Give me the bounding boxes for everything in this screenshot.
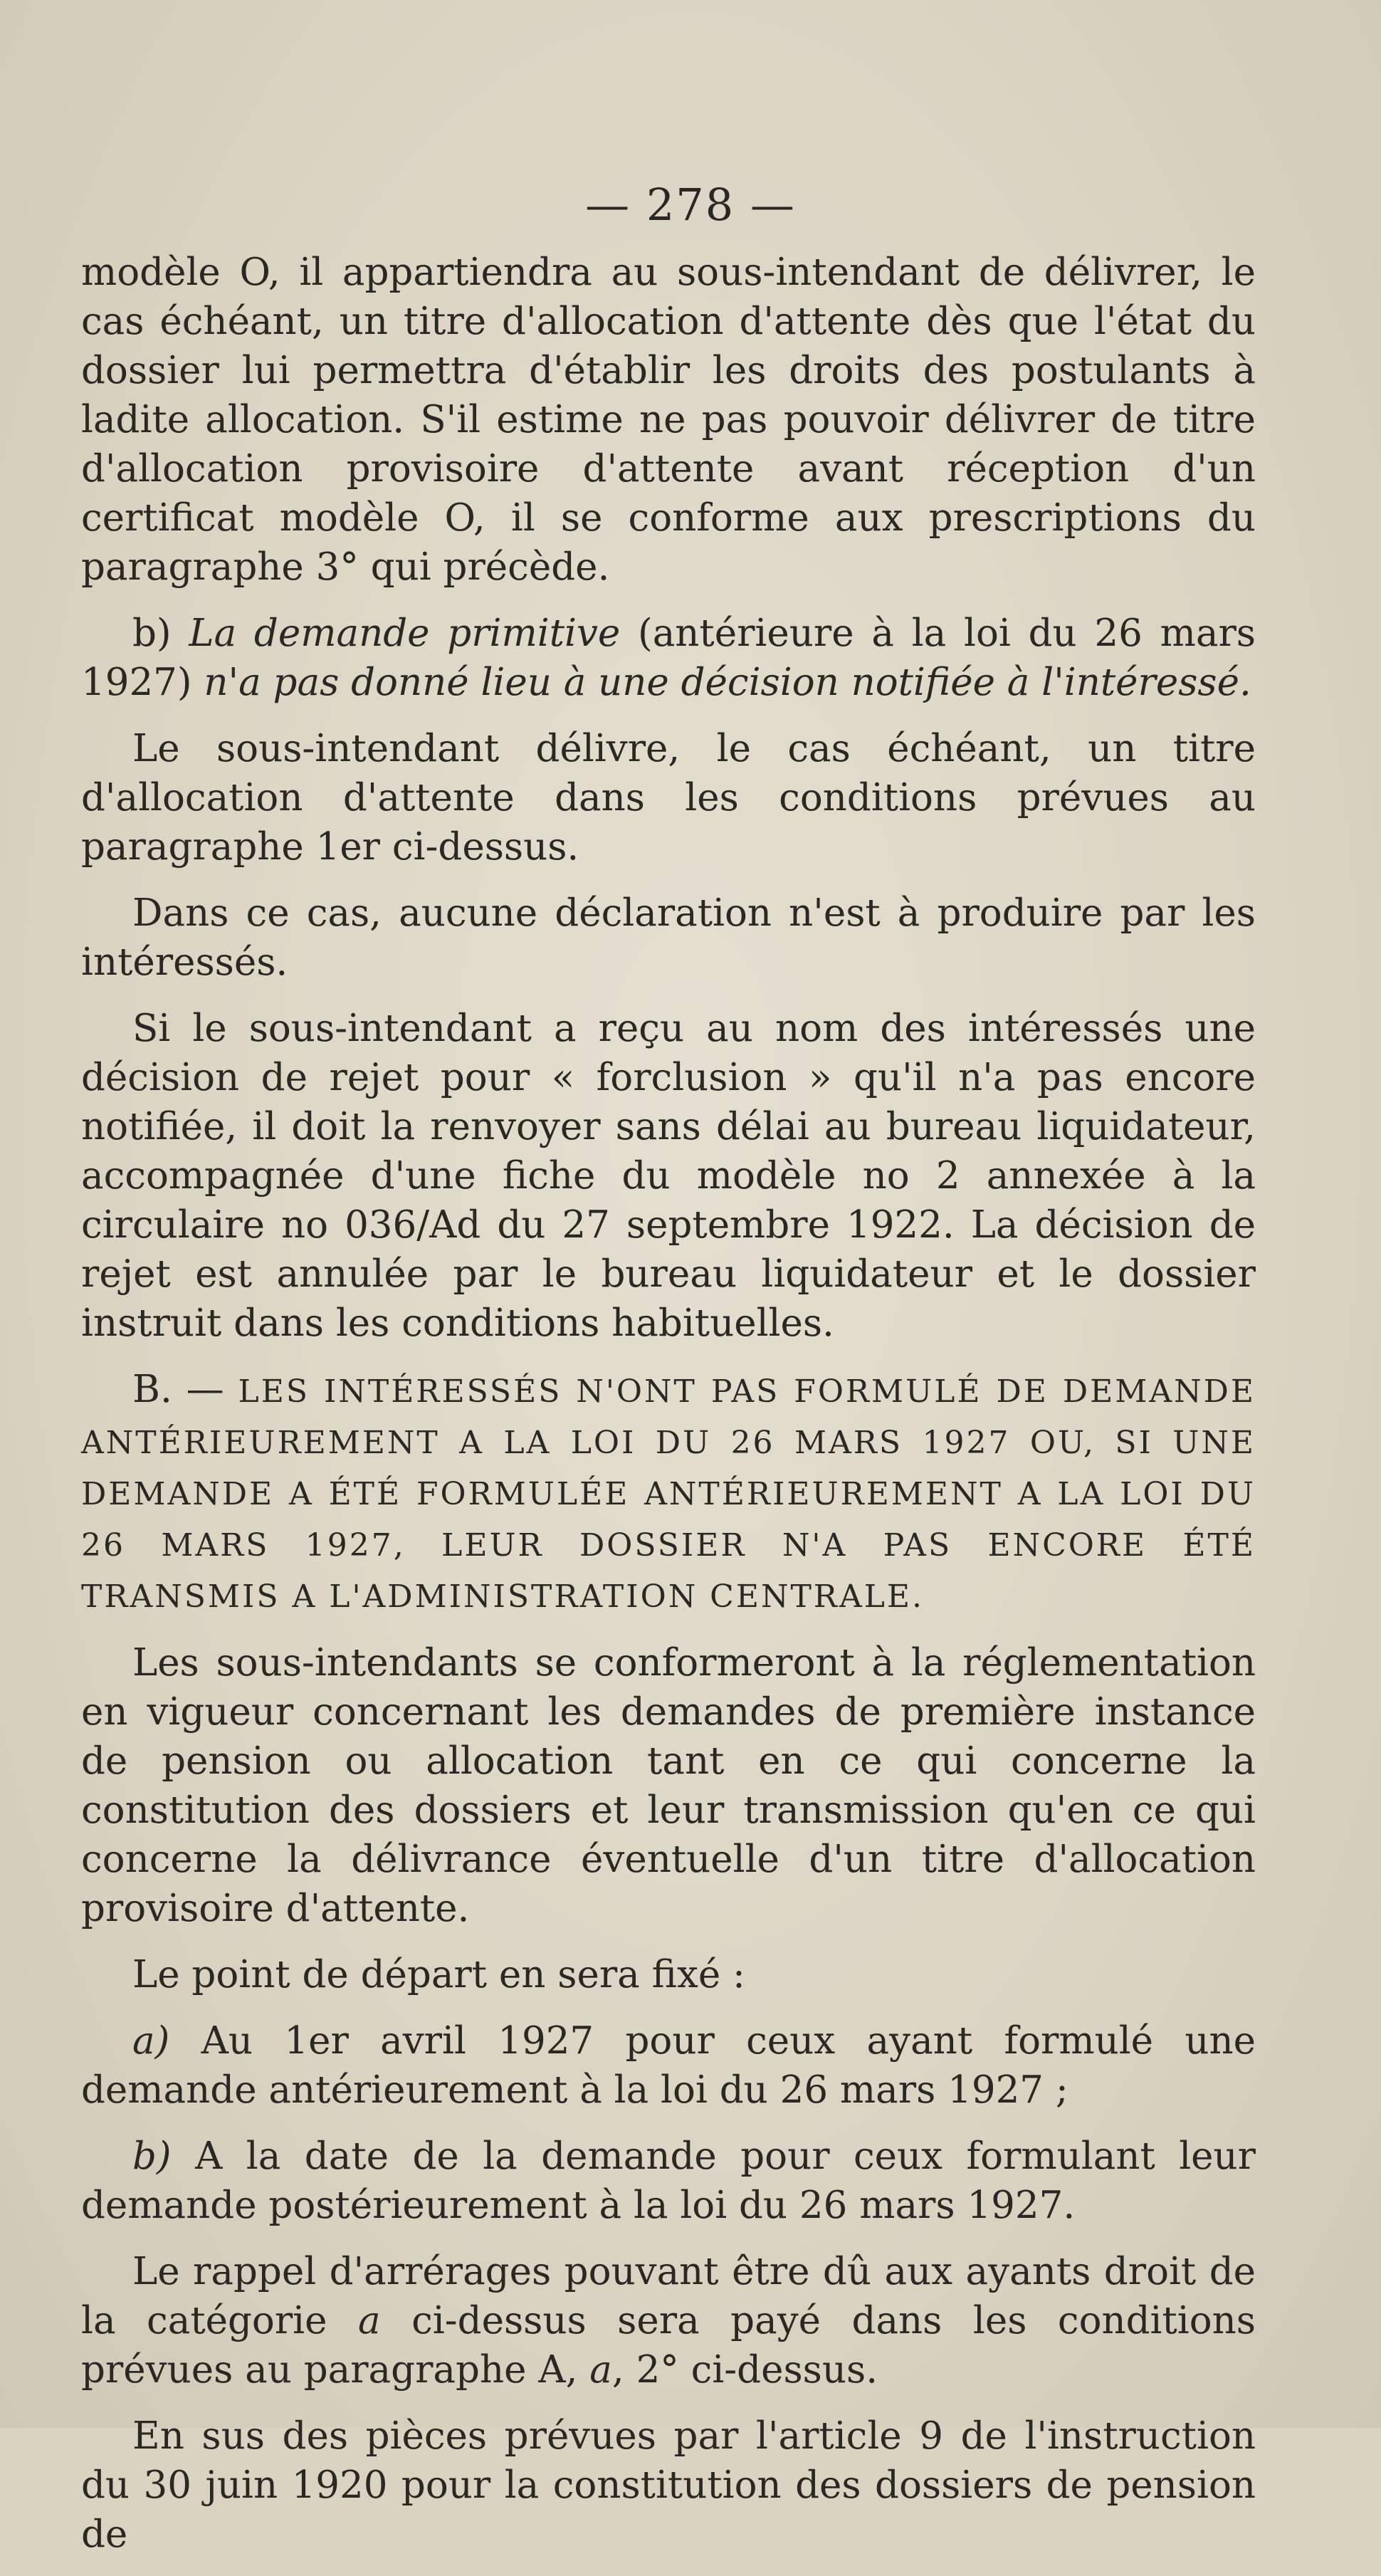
item-label: a) bbox=[132, 2019, 170, 2063]
item-text: A la date de la demande pour ceux formulant leur demande postérieurement à la loi du 26 mars 1927. bbox=[81, 2135, 1256, 2227]
paragraph-no-declaration: Dans ce cas, aucune déclaration n'est à produire par les intéressés. bbox=[81, 891, 1256, 984]
paragraph-sous-intendant: Le sous-intendant délivre, le cas échéant, un titre d'allocation d'attente dans les conditions prévues au paragraphe 1er ci-dessus. bbox=[81, 727, 1256, 869]
paragraph-start-point: Le point de départ en sera fixé : bbox=[132, 1953, 745, 1996]
paragraph-rejection: Si le sous-intendant a reçu au nom des intéressés une décision de rejet pour « forclusion » qu'il n'a pas encore notifiée, il doit la renvoyer sans délai au bureau liquidateur, accompagnée d'une fiche du modèle no 2 annexée à la circulaire no 036/Ad du 27 septembre 1922. La décision de rejet est annulée par le bureau liquidateur et le dossier instruit dans les conditions habituelles. bbox=[81, 1007, 1256, 1345]
category-ref: a bbox=[358, 2299, 381, 2342]
italic-heading: La demande primitive bbox=[189, 612, 621, 655]
item-label: b) bbox=[132, 2135, 172, 2178]
section-label: B. — bbox=[132, 1368, 238, 1411]
paragraph-continuation: modèle O, il appartiendra au sous-intendant de délivrer, le cas échéant, un titre d'allocation d'attente dès que l'état du dossier lui permettra d'établir les droits des postulants à ladite allocation. S'il estime ne pas pouvoir délivrer de titre d'allocation provisoire d'attente avant réception d'un certificat modèle O, il se conforme aux prescriptions du paragraphe 3° qui précède. bbox=[81, 251, 1256, 589]
section-b-heading bbox=[81, 1365, 1256, 1621]
item-text: Au 1er avril 1927 pour ceux ayant formulé une demande antérieurement à la loi du 26 mars 1927 ; bbox=[81, 2019, 1256, 2112]
paragraph-b-primitive-request bbox=[81, 609, 1256, 707]
list-item-a bbox=[81, 2016, 1256, 2115]
paragraph-documents: En sus des pièces prévues par l'article 9 de l'instruction du 30 juin 1920 pour la constitution des dossiers de pension de bbox=[81, 2414, 1256, 2556]
item-label: b) bbox=[132, 612, 189, 655]
list-item-b bbox=[81, 2132, 1256, 2230]
text-run: ci-dessus sera payé dans les conditions prévues au paragraphe A, bbox=[81, 2299, 1256, 2392]
page-number: — 278 — bbox=[585, 179, 796, 231]
paragraph-arrears bbox=[81, 2247, 1256, 2394]
parenthetical: (antérieure à la loi du 26 mars 1927) bbox=[81, 612, 1256, 704]
section-title: LES INTÉRESSÉS N'ONT PAS FORMULÉ DE DEMANDE ANTÉRIEUREMENT A LA LOI DU 26 MARS 1927 OU, SI UNE DEMANDE A ÉTÉ FORMULÉE ANTÉRIEUREMENT A LA LOI DU 26 MARS 1927, LEUR DOSSIER N'A PAS ENCORE ÉTÉ TRANSMIS A L'ADMINISTRATION CENTRALE. bbox=[81, 1373, 1256, 1615]
italic-heading-end: n'a pas donné lieu à une décision notifiée à l'intéressé. bbox=[204, 661, 1251, 704]
text-run: , 2° ci-dessus. bbox=[611, 2348, 878, 2392]
text-run: Le rappel d'arrérages pouvant être dû aux ayants droit de la catégorie bbox=[81, 2250, 1256, 2342]
page-body bbox=[81, 248, 1256, 2576]
paragraph-regulations: Les sous-intendants se conformeront à la réglementation en vigueur concernant les demandes de première instance de pension ou allocation tant en ce qui concerne la constitution des dossiers et leur transmission qu'en ce qui concerne la délivrance éventuelle d'un titre d'allocation provisoire d'attente. bbox=[81, 1641, 1256, 1930]
paragraph-ref: a bbox=[589, 2348, 612, 2392]
